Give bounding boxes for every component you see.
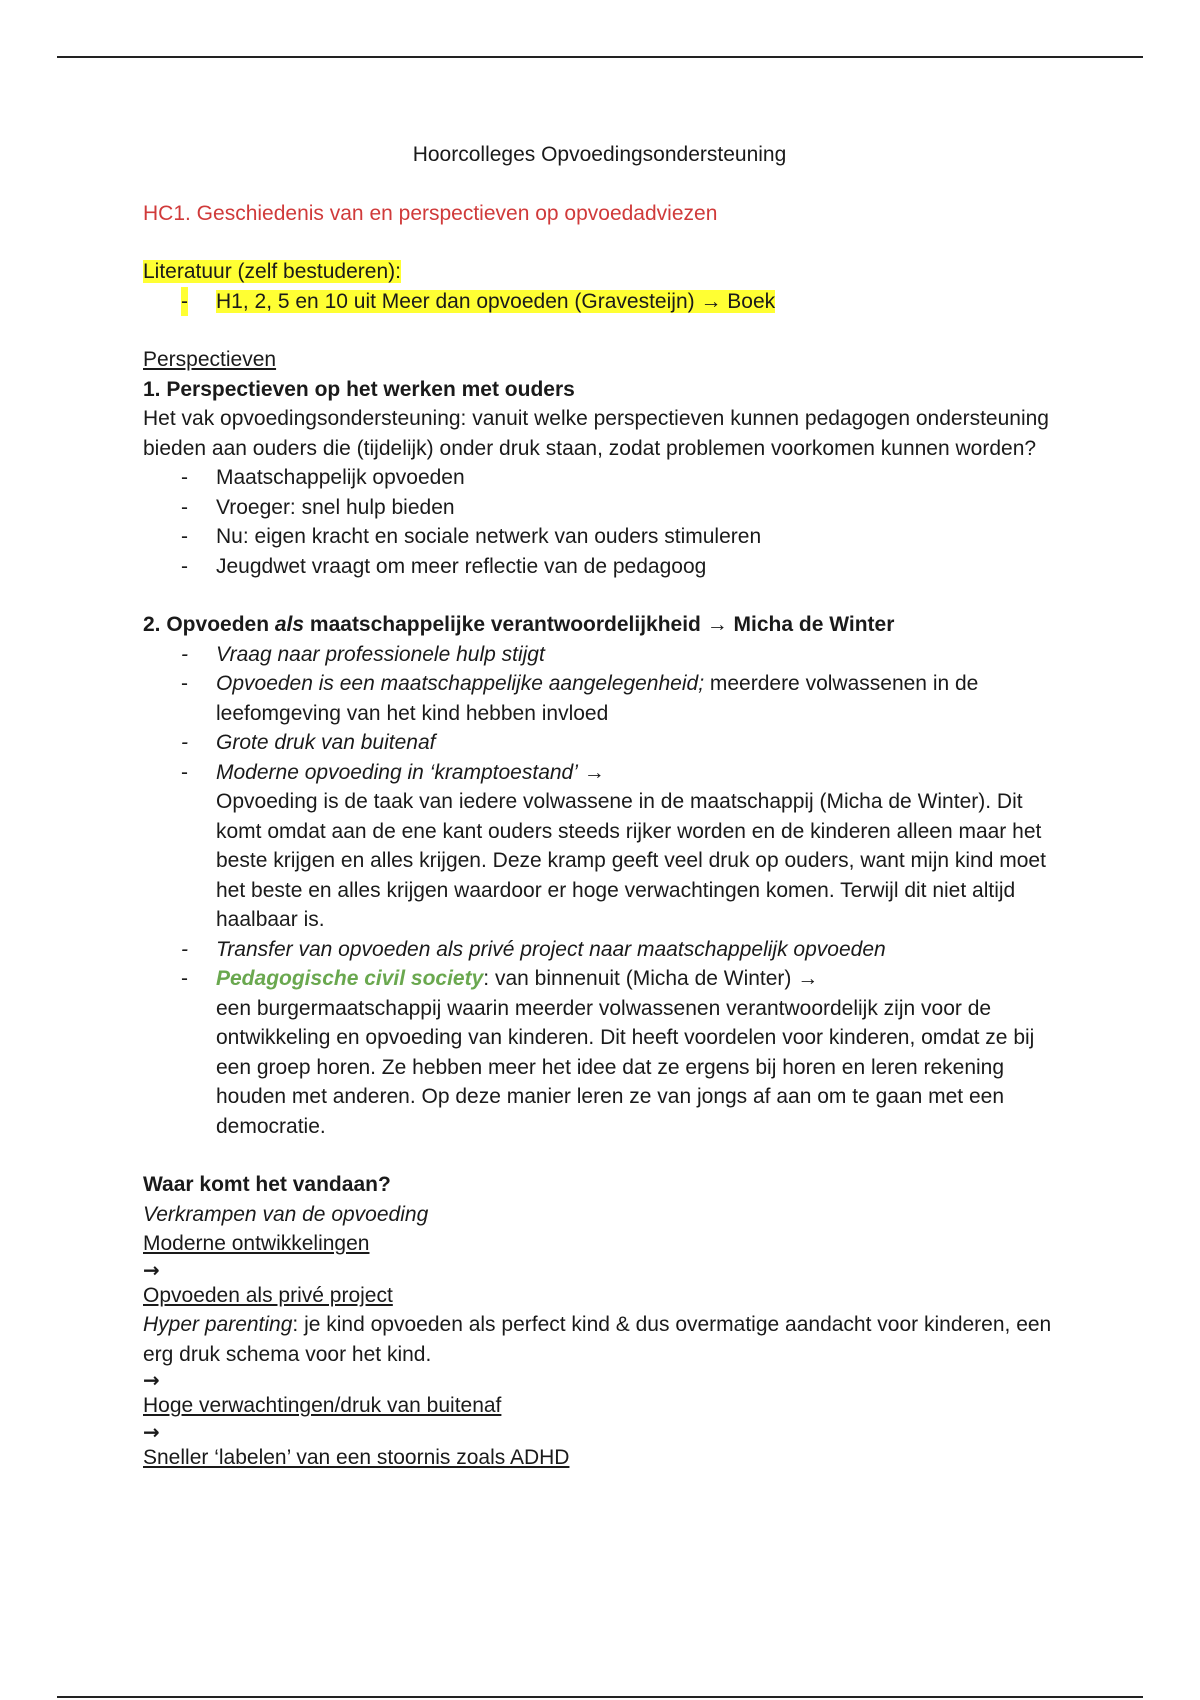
list-item: - Jeugdwet vraagt om meer reflectie van de pedagoog bbox=[181, 554, 707, 578]
hyper-parenting-text: Hyper parenting: je kind opvoeden als perfect kind & dus overmatige aandacht voor kinderen, een erg druk schema voor het kind. bbox=[143, 1313, 1052, 1366]
arrow-icon: → bbox=[143, 1368, 160, 1392]
list-item: - Transfer van opvoeden als privé project naar maatschappelijk opvoeden bbox=[181, 937, 886, 961]
list-item: - Vroeger: snel hulp bieden bbox=[181, 495, 455, 519]
perspectives-heading: Perspectieven bbox=[143, 348, 277, 371]
page-title: Hoorcolleges Opvoedingsondersteuning bbox=[412, 143, 787, 166]
list-item: - Pedagogische civil society: van binnenuit (Micha de Winter) → een burgermaatschappij waarin meerder volwassenen verantwoordelijk zijn voor de ontwikkeling en opvoeding van kinderen. Dit heeft voordelen voor kinderen, omdat ze bij een groep horen. Ze hebben meer het idee dat ze ergens bij horen en leren rekening houden met anderen. Op deze manier leren ze van jongs af aan om te gaan met een democratie. bbox=[181, 967, 1035, 1138]
arrow-icon: → bbox=[143, 1419, 160, 1444]
list-item: - Vraag naar professionele hulp stijgt bbox=[181, 642, 545, 666]
bullet-dash: - bbox=[181, 287, 188, 317]
list-item: - Nu: eigen kracht en sociale netwerk van ouders stimuleren bbox=[181, 525, 762, 548]
list-item: - Moderne opvoeding in ‘kramptoestand’ → Opvoeding is de taak van iedere volwassene in de maatschappij (Micha de Winter). Dit komt omdat aan de ene kant ouders steeds rijker worden en de kinderen alleen maar het beste krijgen en alles krijgen. Deze kramp geeft veel druk op ouders, want mijn kind moet het beste en alles krijgen waardoor er hoge verwachtingen komen. Terwijl dit niet altijd haalbaar is. bbox=[181, 760, 1046, 931]
list-item: - Opvoeden is een maatschappelijke aangelegenheid; meerdere volwassenen in de leefomgeving van het kind hebben invloed bbox=[181, 672, 979, 725]
bottom-rule bbox=[57, 1696, 1143, 1698]
top-rule bbox=[57, 56, 1143, 58]
origin-step: Moderne ontwikkelingen bbox=[143, 1232, 370, 1255]
highlight-term: Pedagogische civil society bbox=[216, 967, 484, 990]
origin-subheading: Verkrampen van de opvoeding bbox=[143, 1202, 429, 1226]
literature-label: Literatuur (zelf bestuderen): bbox=[143, 260, 401, 283]
section-1-title: 1. Perspectieven op het werken met ouders bbox=[143, 377, 575, 401]
section-1-intro: Het vak opvoedingsondersteuning: vanuit welke perspectieven kunnen pedagogen ondersteuning bieden aan ouders die (tijdelijk) onder druk staan, zodat problemen voorkomen kunnen worden? bbox=[143, 407, 1049, 460]
document-page bbox=[143, 140, 1063, 1472]
arrow-icon: → bbox=[143, 1257, 160, 1282]
lecture-heading: HC1. Geschiedenis van en perspectieven op opvoedadviezen bbox=[143, 201, 718, 225]
list-item: - Maatschappelijk opvoeden bbox=[181, 466, 465, 489]
origin-step: Opvoeden als privé project bbox=[143, 1283, 393, 1307]
origin-step: Hoge verwachtingen/druk van buitenaf bbox=[143, 1394, 502, 1417]
literature-item: - H1, 2, 5 en 10 uit Meer dan opvoeden (Gravesteijn) → Boek bbox=[143, 287, 1063, 317]
section-2-title: 2. Opvoeden als maatschappelijke verantwoordelijkheid → Micha de Winter bbox=[143, 613, 895, 636]
origin-heading: Waar komt het vandaan? bbox=[143, 1173, 391, 1196]
list-item: - Grote druk van buitenaf bbox=[181, 731, 436, 754]
origin-step: Sneller ‘labelen’ van een stoornis zoals ADHD bbox=[143, 1445, 570, 1469]
